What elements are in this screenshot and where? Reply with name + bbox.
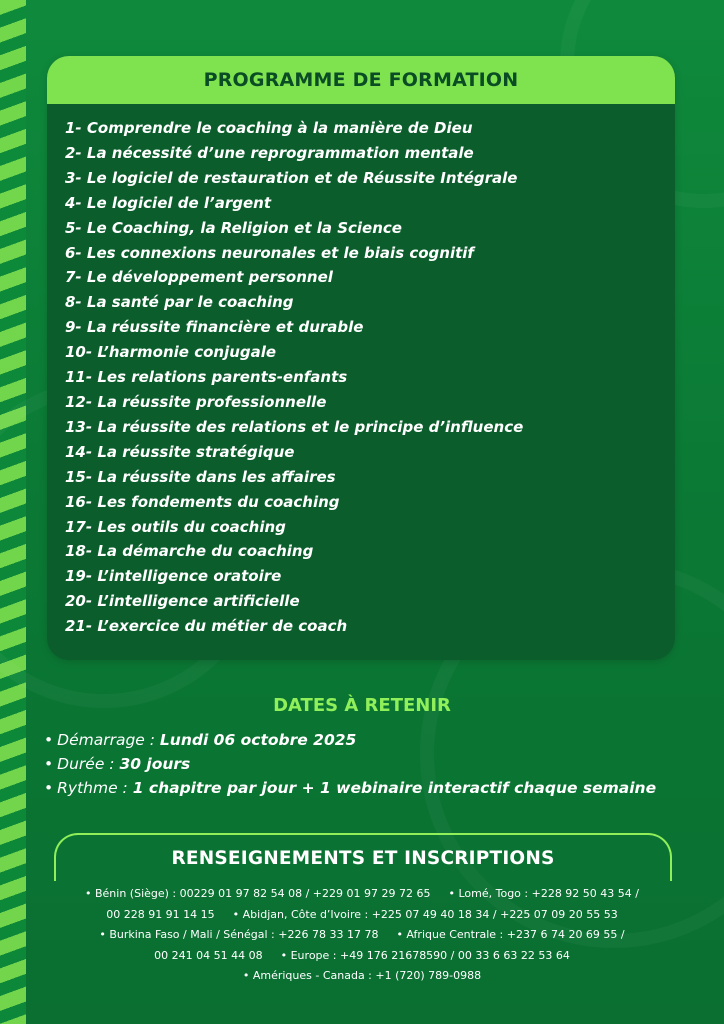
program-item: 16- Les fondements du coaching: [65, 492, 340, 511]
contacts-line: [40, 884, 684, 905]
date-label: Rythme :: [57, 779, 133, 797]
date-item-rhythm: [44, 776, 656, 800]
program-item: 7- Le développement personnel: [65, 268, 333, 287]
program-item: 14- La réussite stratégique: [65, 442, 295, 461]
date-value: 1 chapitre par jour + 1 webinaire interactif chaque semaine: [132, 779, 657, 797]
program-item: 17- Les outils du coaching: [65, 517, 286, 536]
contact-ameriques: • Amériques - Canada : +1 (720) 789-0988: [242, 969, 482, 982]
contacts-line: [40, 925, 684, 946]
date-label: Démarrage :: [57, 731, 160, 749]
contact-europe: • Europe : +49 176 21678590 / 00 33 6 63 22 53 64: [280, 948, 570, 962]
program-item: 18- La démarche du coaching: [65, 542, 314, 561]
contacts-line: [40, 946, 684, 967]
program-card: [47, 56, 675, 660]
program-list: [47, 104, 675, 639]
bullet-icon: •: [44, 731, 54, 749]
contact-burkina: • Burkina Faso / Mali / Sénégal : +226 78 33 17 78: [99, 928, 379, 941]
dates-title: DATES À RETENIR: [273, 694, 451, 716]
program-item: 8- La santé par le coaching: [65, 293, 294, 312]
program-item: 20- L’intelligence artificielle: [65, 592, 300, 611]
program-item: 13- La réussite des relations et le principe d’influence: [65, 417, 524, 436]
program-item: 6- Les connexions neuronales et le biais cognitif: [65, 243, 474, 262]
date-item-duration: [44, 752, 656, 776]
contact-abidjan: • Abidjan, Côte d’Ivoire : +225 07 49 40 18 34 / +225 07 09 20 55 53: [232, 907, 618, 921]
program-item: 1- Comprendre le coaching à la manière de Dieu: [65, 119, 473, 137]
bullet-icon: •: [44, 755, 54, 773]
contact-togo-2: 00 228 91 91 14 15: [106, 907, 215, 921]
date-value: Lundi 06 octobre 2025: [159, 731, 357, 749]
bullet-icon: •: [44, 779, 54, 797]
contacts-line: [40, 966, 684, 987]
program-item: 21- L’exercice du métier de coach: [65, 617, 348, 636]
program-item: 2- La nécessité d’une reprogrammation mentale: [65, 143, 474, 162]
contacts-block: [40, 884, 684, 987]
date-label: Durée :: [57, 755, 120, 773]
program-item: 12- La réussite professionnelle: [65, 392, 327, 411]
contacts-line: [40, 905, 684, 926]
program-item: 3- Le logiciel de restauration et de Réussite Intégrale: [65, 168, 518, 187]
program-title: PROGRAMME DE FORMATION: [203, 69, 519, 91]
contact-afrique-centrale: • Afrique Centrale : +237 6 74 20 69 55 /: [396, 928, 625, 941]
program-item: 4- Le logiciel de l’argent: [65, 193, 271, 212]
contact-afrique-centrale-2: 00 241 04 51 44 08: [154, 948, 263, 962]
info-title: RENSEIGNEMENTS ET INSCRIPTIONS: [171, 847, 555, 869]
date-value: 30 jours: [119, 755, 191, 773]
program-item: 9- La réussite financière et durable: [65, 318, 364, 337]
program-item: 15- La réussite dans les affaires: [65, 467, 336, 486]
contact-togo: • Lomé, Togo : +228 92 50 43 54 /: [448, 887, 639, 900]
program-item: 19- L’intelligence oratoire: [65, 567, 282, 586]
info-header-box: [54, 833, 672, 881]
program-item: 10- L’harmonie conjugale: [65, 343, 277, 362]
program-item: 5- Le Coaching, la Religion et la Science: [65, 218, 402, 237]
contact-benin: • Bénin (Siège) : 00229 01 97 82 54 08 / +229 01 97 29 72 65: [85, 887, 431, 900]
date-item-start: [44, 728, 656, 752]
program-item: 11- Les relations parents-enfants: [65, 368, 348, 387]
dates-list: [44, 728, 656, 800]
program-header: [47, 56, 675, 104]
